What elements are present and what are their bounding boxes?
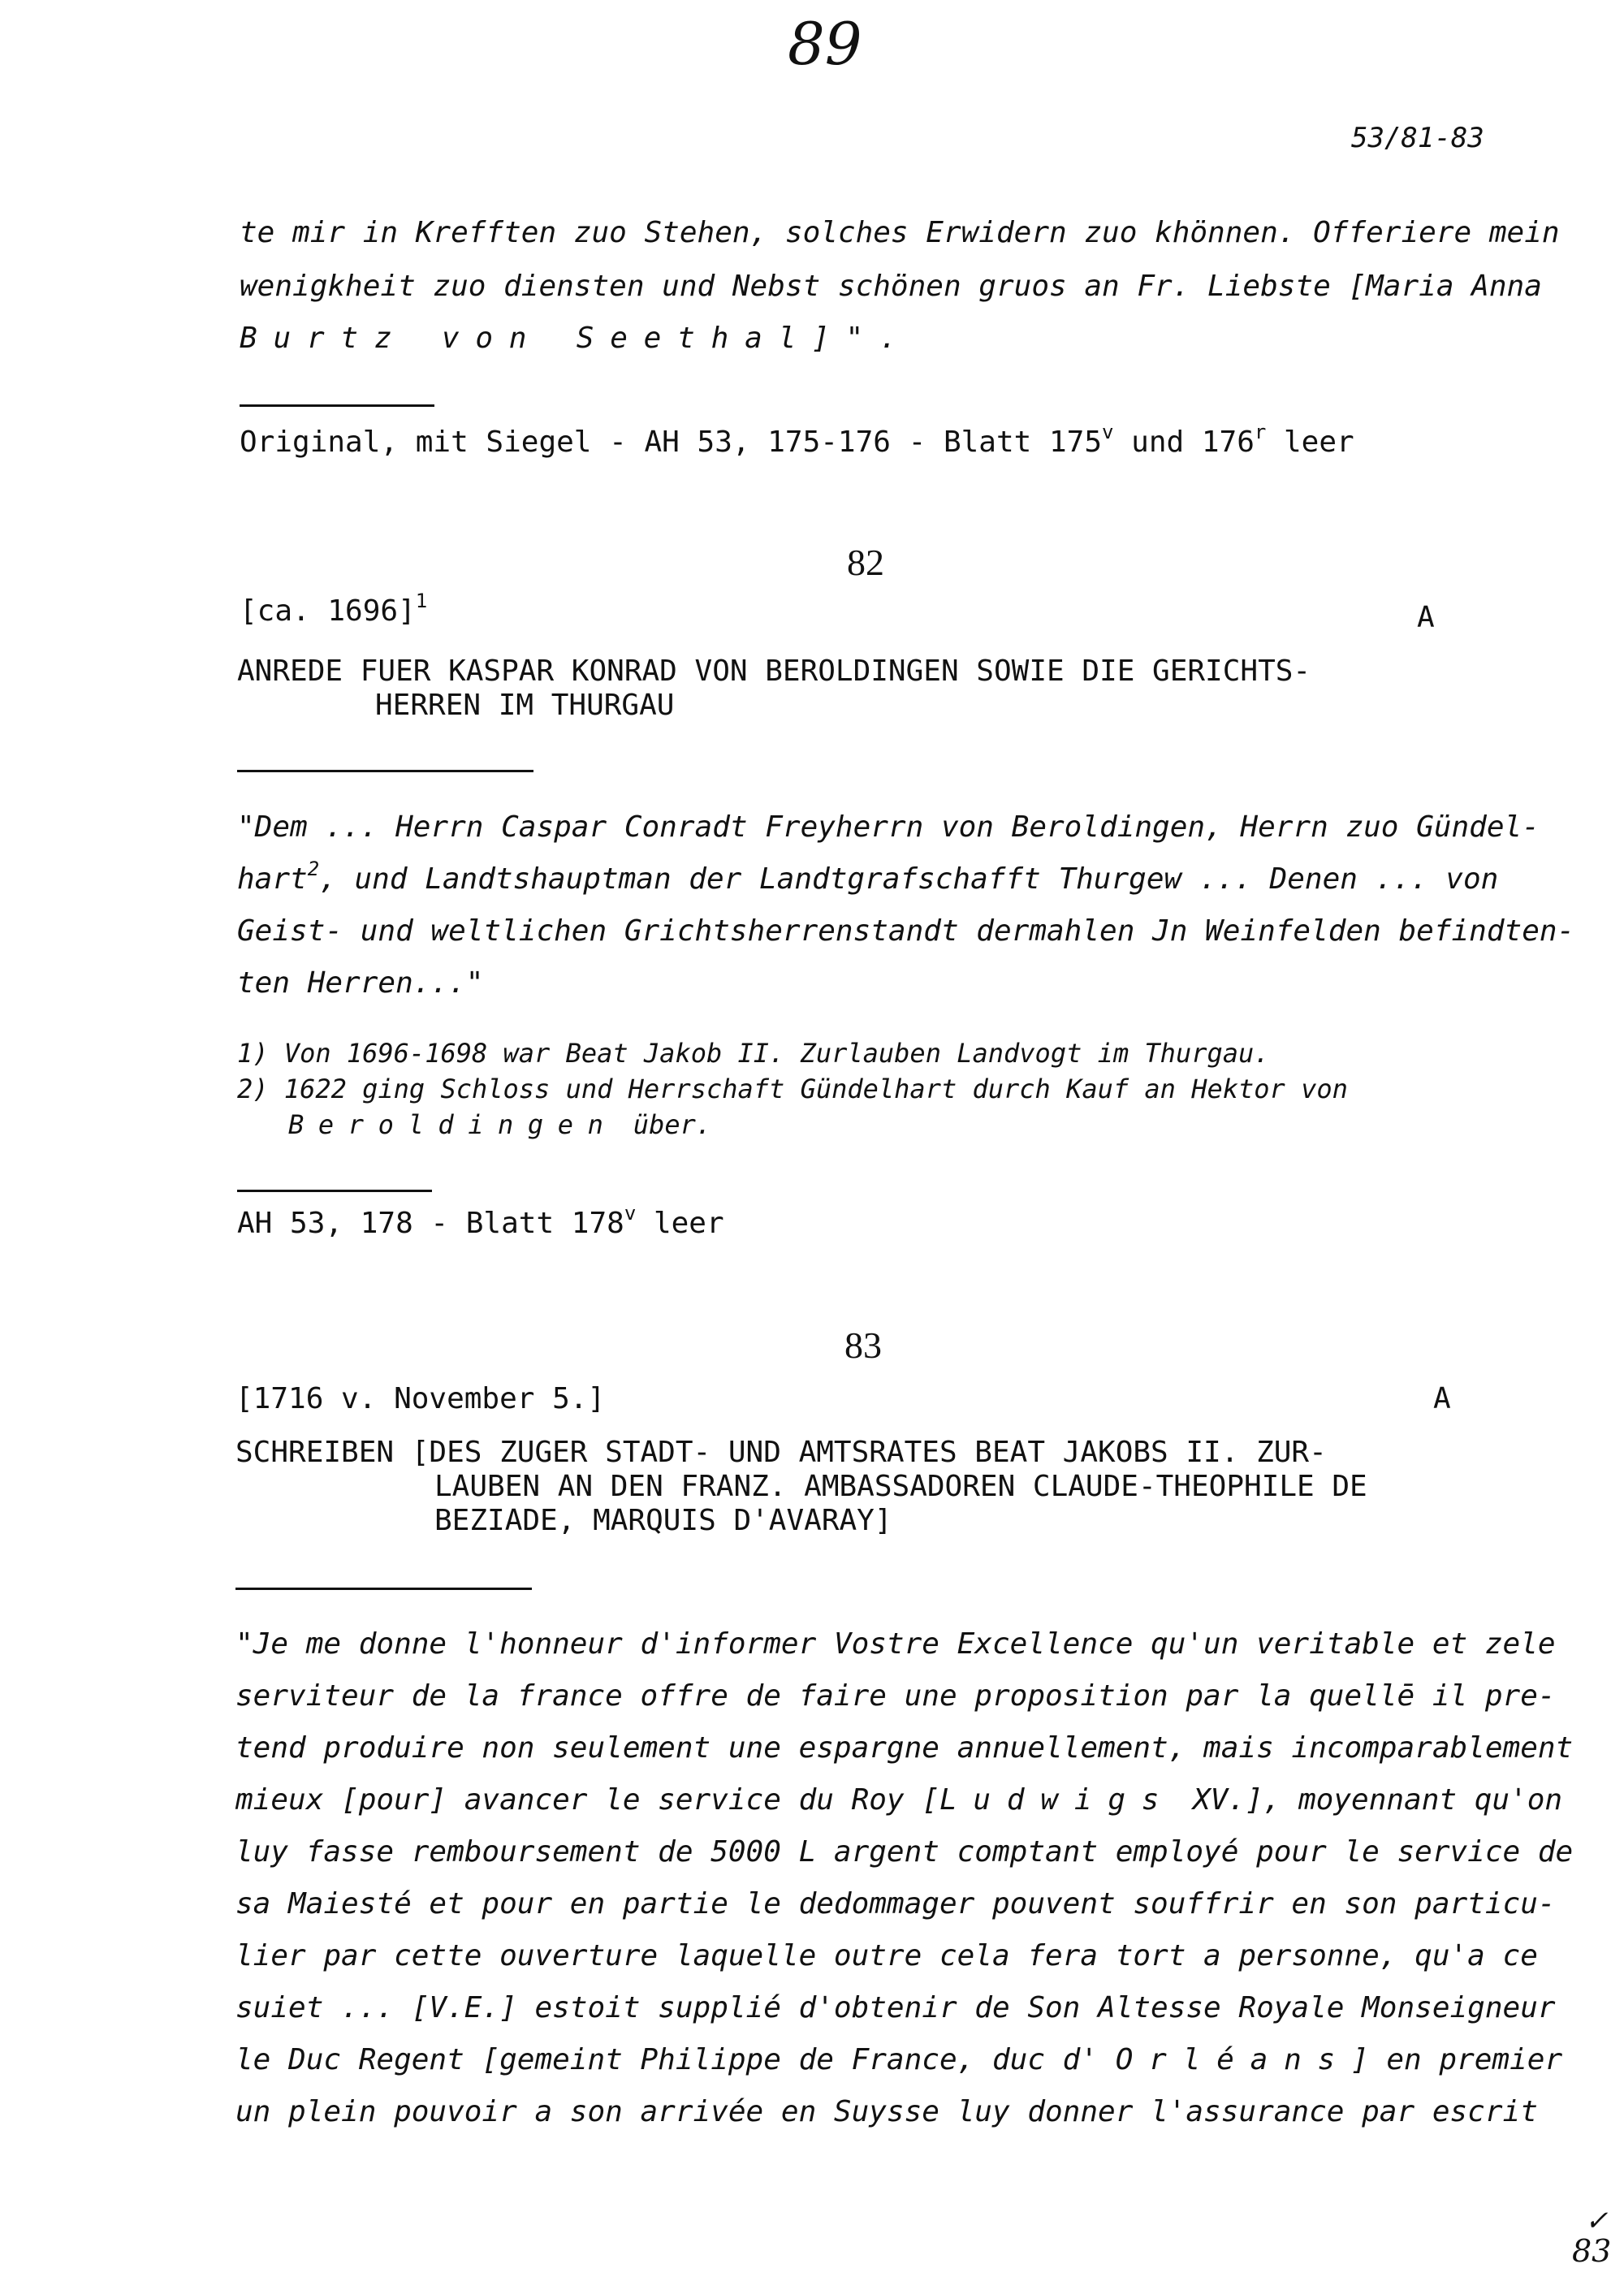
divider-rule [237, 1190, 432, 1192]
doc82-title-line-1: ANREDE FUER KASPAR KONRAD VON BEROLDINGEN SOWIE DIE GERICHTS- [237, 655, 1311, 688]
doc83-quote-line-10: un plein pouvoir a son arrivée en Suysse luy donner l'assurance par escrit [235, 2095, 1538, 2128]
check-mark-icon: ✓ [1585, 2205, 1609, 2237]
divider-rule [235, 1588, 532, 1590]
doc82-number: 82 [847, 542, 884, 583]
doc83-title-line-2: LAUBEN AN DEN FRANZ. AMBASSADOREN CLAUDE-THEOPHILE DE [434, 1470, 1367, 1503]
doc83-title-line-1: SCHREIBEN [DES ZUGER STADT- UND AMTSRATES BEAT JAKOBS II. ZUR- [235, 1436, 1327, 1469]
archive-reference: 53/81-83 [1351, 122, 1484, 154]
doc83-quote-line-3: tend produire non seulement une espargne annuellement, mais incomparablement [235, 1731, 1574, 1765]
doc83-quote-line-2: serviteur de la france offre de faire une proposition par la quellē il pre- [235, 1679, 1556, 1713]
handwritten-page-number-bottom: 83 [1572, 2233, 1612, 2269]
doc82-date: [ca. 1696]$^1$ [240, 590, 428, 628]
doc82-title-line-2: HERREN IM THURGAU [375, 689, 675, 722]
doc83-quote-line-8: suiet ... [V.E.] estoit supplié d'obtenir de Son Altesse Royale Monseigneur [235, 1991, 1556, 2024]
doc83-quote-line-6: sa Maiesté et pour en partie le dedommager pouvent souffrir en son particu- [235, 1887, 1556, 1921]
doc83-quote-line-1: "Je me donne l'honneur d'informer Vostre Excellence qu'un veritable et zele [235, 1627, 1556, 1661]
doc83-date: [1716 v. November 5.] [235, 1382, 606, 1415]
doc82-type: A [1417, 601, 1435, 634]
divider-rule [240, 404, 434, 407]
doc83-quote-line-4: mieux [pour] avancer le service du Roy [Ludwigs XV.], moyennant qu'on [235, 1783, 1563, 1817]
doc82-quote-line-4: ten Herren..." [237, 966, 484, 1000]
doc82-source-line: AH 53, 178 - Blatt 178$^v$ leer [237, 1202, 724, 1240]
doc82-footnote-2-continued: Beroldingen über. [288, 1109, 712, 1140]
doc83-number: 83 [844, 1324, 882, 1366]
doc83-type: A [1433, 1382, 1451, 1415]
doc83-quote-line-9: le Duc Regent [gemeint Philippe de France, duc d' Orléans] en premier [235, 2043, 1563, 2076]
doc82-quote-line-1: "Dem ... Herrn Caspar Conradt Freyherrn von Beroldingen, Herrn zuo Gündel- [237, 810, 1540, 844]
doc82-footnote-2: 2) 1622 ging Schloss und Herrschaft Gündelhart durch Kauf an Hektor von [237, 1074, 1348, 1104]
doc82-quote-line-3: Geist- und weltlichen Grichtsherrenstandt dermahlen Jn Weinfelden befindten- [237, 914, 1575, 948]
doc81-text-line-2: wenigkheit zuo diensten und Nebst schönen gruos an Fr. Liebste [Maria Anna [240, 270, 1542, 303]
divider-rule [237, 770, 533, 772]
doc83-quote-line-7: lier par cette ouverture laquelle outre cela fera tort a personne, qu'a ce [235, 1939, 1538, 1972]
doc82-footnote-1: 1) Von 1696-1698 war Beat Jakob II. Zurlauben Landvogt im Thurgau. [237, 1038, 1270, 1069]
doc82-quote-line-2: hart$^2$, und Landtshauptman der Landtgrafschafft Thurgew ... Denen ... von [237, 858, 1499, 896]
doc81-text-line-1: te mir in Krefften zuo Stehen, solches Erwidern zuo khönnen. Offeriere mein [240, 216, 1560, 249]
doc81-text-line-3: Burtz von Seethal]". [240, 322, 914, 355]
doc83-title-line-3: BEZIADE, MARQUIS D'AVARAY] [434, 1504, 892, 1537]
handwritten-page-number: 89 [788, 10, 862, 78]
doc81-source-line: Original, mit Siegel - AH 53, 175-176 - Blatt 175$^v$ und 176$^r$ leer [240, 421, 1354, 459]
doc83-quote-line-5: luy fasse remboursement de 5000 L argent comptant employé pour le service de [235, 1835, 1574, 1869]
